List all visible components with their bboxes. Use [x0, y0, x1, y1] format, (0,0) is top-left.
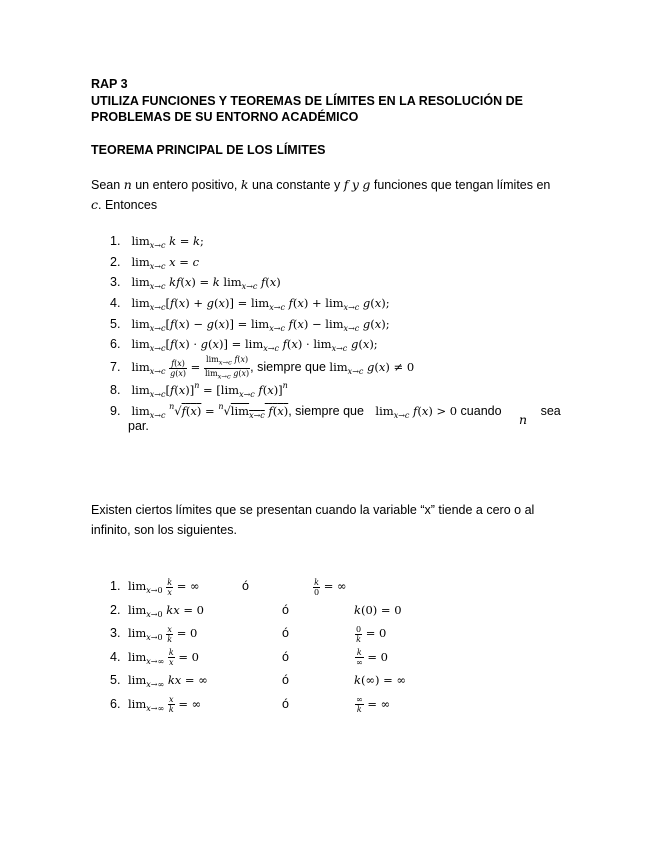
- intro-f: f: [343, 177, 349, 192]
- math-alternative: $\frac{k}{\infty}$ = 0: [356, 648, 388, 667]
- intro-t4: . Entonces: [98, 198, 158, 212]
- intro-c: c: [91, 197, 99, 212]
- or-text: ó: [242, 579, 249, 593]
- list-item: [110, 231, 570, 252]
- math-expression: $\lim_{x\to c}[f(x) + g(x)] = \lim_{x\to c} f(x) + \lim_{x\to c} g(x)$;: [131, 296, 390, 313]
- title-line-2: PROBLEMAS DE SU ENTORNO ACADÉMICO: [91, 110, 359, 124]
- item-number: 4.: [110, 296, 121, 311]
- intro-sean: Sean: [91, 178, 121, 192]
- condition-par: par.: [128, 418, 149, 433]
- item-number: 2.: [110, 602, 121, 617]
- item-number: 7.: [110, 360, 121, 375]
- list-item: [110, 272, 570, 293]
- math-expression: $\lim_{x\to c} k = k$;: [131, 234, 204, 250]
- math-expression: $\lim_{x\to\infty}$ kx = ∞: [128, 673, 208, 689]
- list-item: [110, 693, 570, 717]
- intro-g: g: [362, 177, 371, 192]
- or-text: ó: [282, 626, 289, 640]
- item-number: 3.: [110, 275, 121, 290]
- item-number: 8.: [110, 382, 121, 397]
- item-number: 3.: [110, 626, 121, 640]
- math-expression: $\lim_{x\to c}[f(x) \cdot g(x)] = \lim_{x\to c} f(x) \cdot \lim_{x\to c} g(x)$;: [131, 337, 378, 354]
- item-number: 6.: [110, 337, 121, 352]
- theorem-list: [110, 231, 570, 441]
- list-item: [110, 293, 570, 314]
- intro-n: n: [123, 177, 132, 192]
- condition-sea: sea: [540, 403, 561, 418]
- condition-cuando: cuando: [460, 403, 502, 418]
- list-item: 9. $\lim_{x\to c} ^n√f(x) = ^n√\lim_{x\to c}$ f(x), siempre que $\lim_{x\to c} f(x) > 0$ cuando n sea par.: [110, 397, 570, 441]
- intro-t3: funciones que tengan límites en: [373, 178, 551, 192]
- or-text: ó: [282, 696, 289, 711]
- or-text: ó: [282, 673, 289, 687]
- list-item: [110, 669, 570, 693]
- math-expression: $\lim_{x\to c} x = c$: [131, 254, 200, 271]
- intro-paragraph: [91, 175, 561, 215]
- intro-t2: una constante y: [251, 178, 341, 192]
- condition-text: siempre que: [295, 403, 364, 418]
- intro-t1: un entero positivo,: [135, 178, 238, 192]
- math-alternative: $\frac{0}{k}$ = 0: [356, 624, 387, 644]
- list-item: [110, 376, 570, 397]
- intro-k: k: [240, 177, 249, 192]
- math-expression: $\lim_{x\to 0}$ kx = 0: [128, 602, 204, 619]
- math-alternative: k(∞) = ∞: [354, 673, 407, 687]
- intro-y: y: [351, 177, 359, 192]
- math-expression: $\lim_{x\to 0}$ $\frac{x}{k}$ = 0: [128, 624, 198, 644]
- list-item: [110, 314, 570, 335]
- item-number: 5.: [110, 316, 121, 331]
- list-item: [110, 252, 570, 273]
- or-text: ó: [282, 649, 289, 664]
- item-number: 1.: [110, 234, 121, 248]
- item-number: 2.: [110, 254, 121, 269]
- item-number: 9.: [110, 403, 121, 418]
- paragraph-2-line-2: infinito, son los siguientes.: [91, 523, 237, 537]
- list-item: [110, 334, 570, 355]
- math-condition: $\lim_{x\to c} f(x) > 0$: [375, 403, 458, 420]
- math-n: n: [519, 411, 528, 427]
- math-alternative: k(0) = 0: [354, 602, 402, 617]
- condition-text: siempre que: [257, 360, 326, 375]
- math-expression: $\lim_{x\to c} kf(x) = k$ $\lim_{x\to c} f(x)$: [131, 275, 281, 292]
- math-expression: $\lim_{x\to\infty}$ $\frac{k}{x}$ = 0: [128, 648, 199, 667]
- title-line-1: UTILIZA FUNCIONES Y TEOREMAS DE LÍMITES EN LA RESOLUCIÓN DE: [91, 94, 523, 108]
- math-expression: $\lim_{x\to\infty}$ $\frac{x}{k}$ = ∞: [128, 695, 202, 714]
- list-item: [110, 575, 570, 599]
- list-item: 7. $\lim_{x\to c}$ $\frac{f(x)}{g(x)}$ = $\frac{\lim_{x\to c} f(x)}{\lim_{x\to c} g(x)}$ , siempre que $\lim_{x\to c} g(x) \ne 0$: [110, 355, 415, 381]
- list-item: [110, 599, 570, 623]
- math-expression: $\lim_{x\to c}$ $\frac{f(x)}{g(x)}$ = $\frac{\lim_{x\to c} f(x)}{\lim_{x\to c} g(x)}$: [131, 355, 250, 381]
- paragraph-2: [91, 500, 561, 540]
- math-alternative: $\frac{k}{0}$ = ∞: [314, 577, 347, 597]
- list-item: [110, 646, 570, 670]
- item-number: 6.: [110, 696, 121, 711]
- item-number: 4.: [110, 649, 121, 664]
- math-expression: $\lim_{x\to c}[f(x) - g(x)] = \lim_{x\to c} f(x) - \lim_{x\to c} g(x)$;: [131, 316, 390, 333]
- math-expression: $\lim_{x\to c}[f(x)]^n = [\lim_{x\to c}$ f(x)]$^n$: [131, 380, 288, 399]
- item-number: 1.: [110, 579, 121, 593]
- math-condition: $\lim_{x\to c} g(x) \ne 0$: [329, 360, 415, 377]
- rap-label: RAP 3: [91, 77, 128, 91]
- item-number: 5.: [110, 673, 121, 687]
- list-item: [110, 622, 570, 646]
- special-limits-list: [110, 575, 570, 716]
- math-alternative: $\frac{\infty}{k}$ = ∞: [356, 695, 391, 714]
- or-text: ó: [282, 602, 289, 617]
- paragraph-2-line-1: Existen ciertos límites que se presentan cuando la variable “x” tiende a cero o al: [91, 503, 535, 517]
- math-expression: $\lim_{x\to 0}$ $\frac{k}{x}$ = ∞: [128, 577, 200, 597]
- section-title: TEOREMA PRINCIPAL DE LOS LÍMITES: [91, 143, 326, 157]
- math-expression: $\lim_{x\to c} ^n√f(x) = ^n√\lim_{x\to c}$ f(x): [131, 401, 289, 420]
